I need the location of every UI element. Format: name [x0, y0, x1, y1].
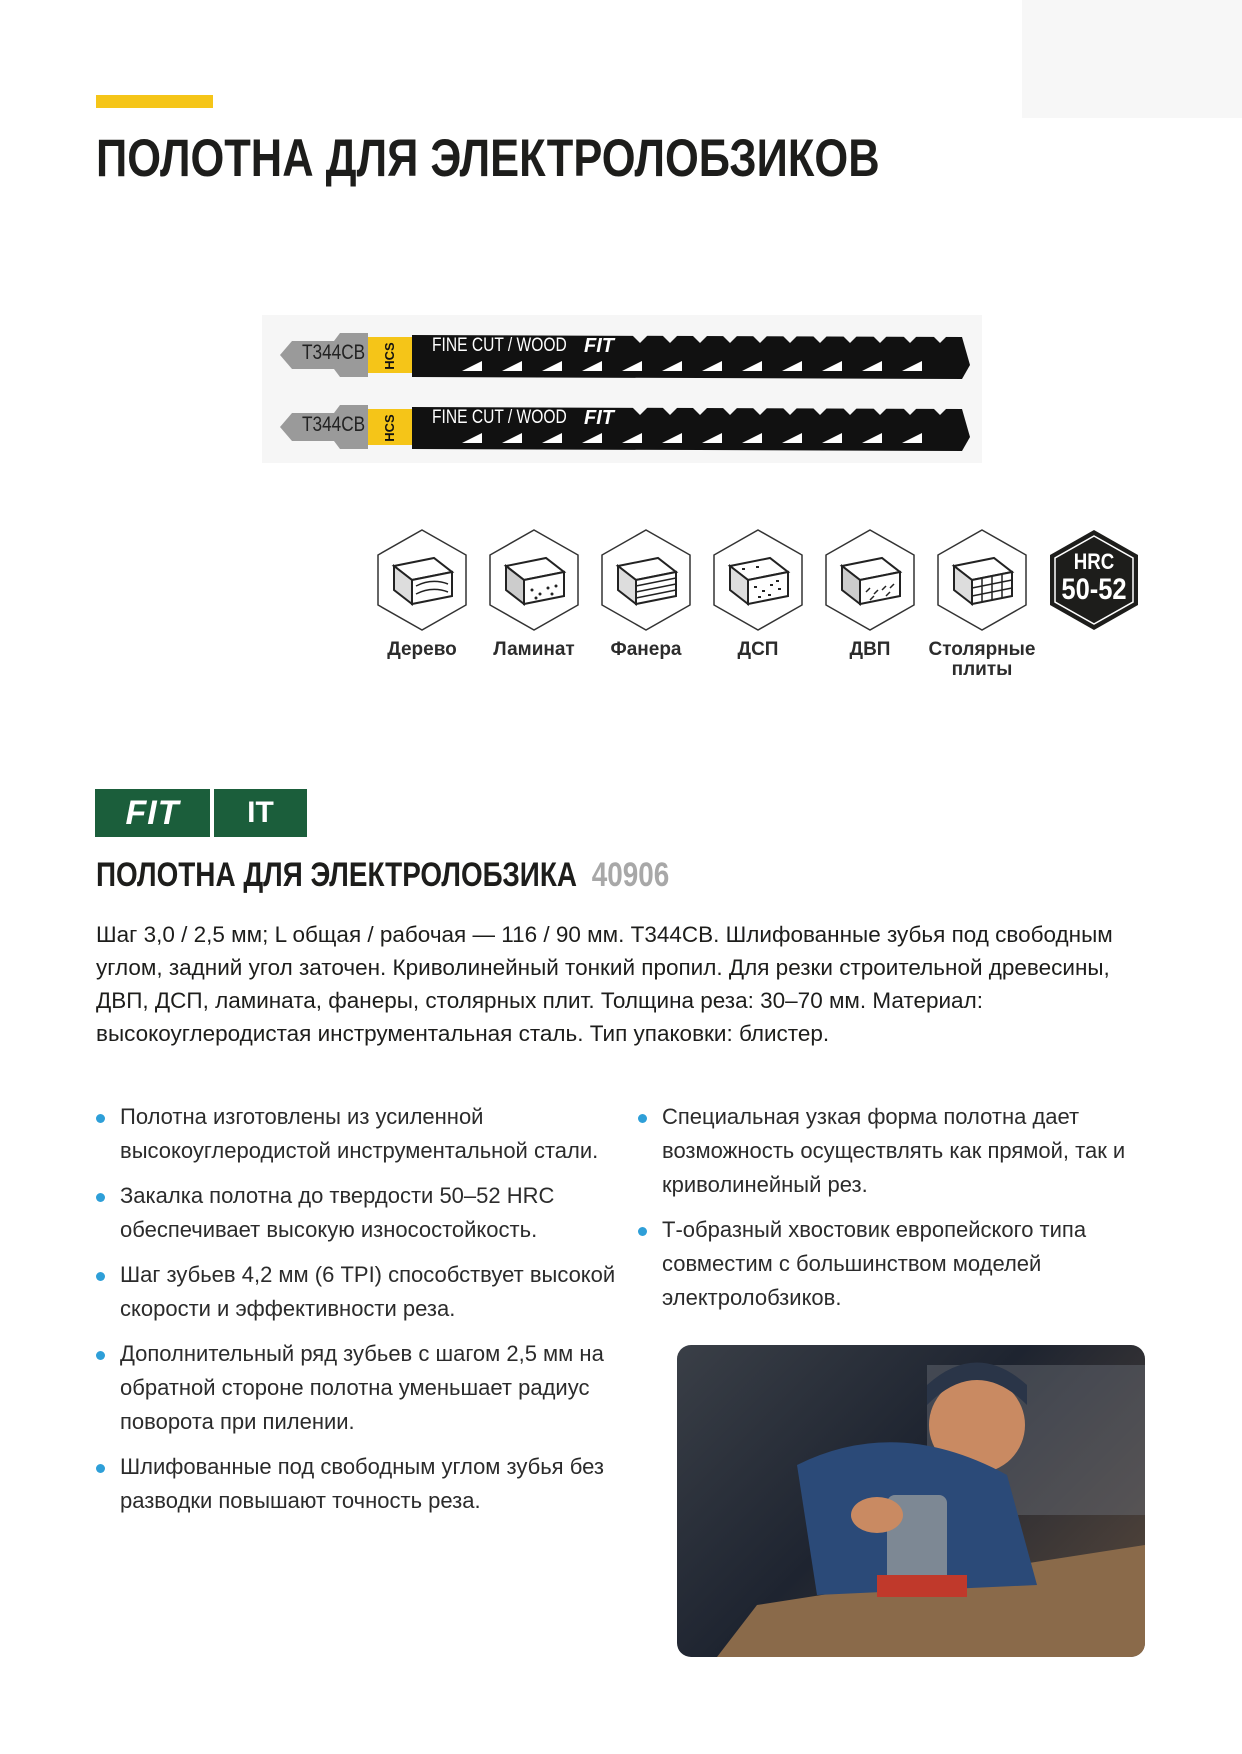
plywood-icon — [600, 528, 692, 632]
material-wood — [366, 528, 478, 698]
material-label: ДВП — [849, 639, 891, 660]
bullet-icon — [96, 1193, 105, 1202]
bullet-icon — [96, 1464, 105, 1473]
material-chipboard — [702, 528, 814, 698]
fiberboard-icon — [824, 528, 916, 632]
hrc-label: HRC — [1073, 549, 1115, 574]
bullet-icon — [96, 1272, 105, 1281]
blade-1 — [272, 327, 972, 383]
feature-text: Т-образный хвостовик европейского типа совместим с большинством моделей электролобзиков. — [662, 1217, 1087, 1310]
product-name: ПОЛОТНА ДЛЯ ЭЛЕКТРОЛОБЗИКА — [96, 856, 578, 894]
material-laminate — [478, 528, 590, 698]
feature-item — [96, 1100, 616, 1168]
material-fiberboard — [814, 528, 926, 698]
blade-image — [262, 315, 982, 463]
blade-material: HCS — [381, 414, 397, 442]
accent-bar — [96, 95, 213, 108]
material-blockboard — [926, 528, 1038, 698]
material-label: Ламинат — [493, 639, 575, 660]
chipboard-icon — [712, 528, 804, 632]
blade-logo: FIT — [584, 335, 614, 357]
blade-material: HCS — [381, 342, 397, 370]
feature-text: Шаг зубьев 4,2 мм (6 TPI) способствует высокой скорости и эффективности реза. — [120, 1262, 616, 1321]
feature-text: Шлифованные под свободным углом зубья без разводки повышают точность реза. — [120, 1454, 604, 1513]
feature-text: Дополнительный ряд зубьев с шагом 2,5 мм на обратной стороне полотна уменьшает радиус поворота при пилении. — [120, 1341, 604, 1434]
feature-text: Специальная узкая форма полотна дает возможность осуществлять как прямой, так и криволинейный рез. — [662, 1104, 1126, 1197]
product-sku: 40906 — [591, 856, 670, 894]
feature-item — [96, 1179, 616, 1247]
features-right — [638, 1100, 1158, 1326]
material-label: ДСП — [737, 639, 779, 660]
bullet-icon — [96, 1114, 105, 1123]
worker-photo — [677, 1345, 1145, 1657]
brand-logo: FIT — [95, 789, 210, 837]
hrc-badge — [1038, 528, 1150, 698]
feature-item — [638, 1100, 1158, 1202]
product-description: Шаг 3,0 / 2,5 мм; L общая / рабочая — 116 / 90 мм. Т344СВ. Шлифованные зубья под свободным углом, задний угол заточен. Криволинейный тонкий пропил. Для резки строительной древесины, ДВП, ДСП, ламината, фанеры, столярных плит. Толщина реза: 30–70 мм. Материал: высокоуглеродистая инструментальная сталь. Тип упаковки: блистер. — [96, 922, 1113, 1046]
page-title: ПОЛОТНА ДЛЯ ЭЛЕКТРОЛОБЗИКОВ — [96, 129, 880, 188]
brand-line: IT — [214, 789, 307, 837]
hrc-value: 50-52 — [1061, 573, 1127, 606]
blade-logo: FIT — [584, 407, 614, 429]
product-title — [96, 855, 669, 899]
blade-print: FINE CUT / WOOD — [432, 335, 567, 356]
laminate-icon — [488, 528, 580, 632]
feature-item — [96, 1337, 616, 1439]
wood-icon — [376, 528, 468, 632]
worker-with-jigsaw-icon — [677, 1345, 1145, 1657]
blade-2 — [272, 399, 972, 455]
feature-text: Закалка полотна до твердости 50–52 HRC обеспечивает высокую износостойкость. — [120, 1183, 555, 1242]
feature-item — [638, 1213, 1158, 1315]
blade-print: FINE CUT / WOOD — [432, 407, 567, 428]
bullet-icon — [96, 1351, 105, 1360]
bullet-icon — [638, 1227, 647, 1236]
materials-row — [366, 528, 1146, 698]
blade-code: T344CB — [302, 341, 366, 364]
feature-text: Полотна изготовлены из усиленной высокоуглеродистой инструментальной стали. — [120, 1104, 599, 1163]
material-label: Дерево — [387, 639, 457, 660]
material-label: Фанера — [610, 639, 682, 660]
feature-item — [96, 1258, 616, 1326]
blockboard-icon — [936, 528, 1028, 632]
corner-shade — [1022, 0, 1242, 118]
brand-badge — [95, 789, 307, 837]
material-label: Столярные плиты — [928, 639, 1036, 680]
blade-code: T344CB — [302, 413, 366, 436]
feature-item — [96, 1450, 616, 1518]
material-plywood — [590, 528, 702, 698]
bullet-icon — [638, 1114, 647, 1123]
features-left — [96, 1100, 616, 1529]
hrc-text — [1048, 550, 1140, 606]
